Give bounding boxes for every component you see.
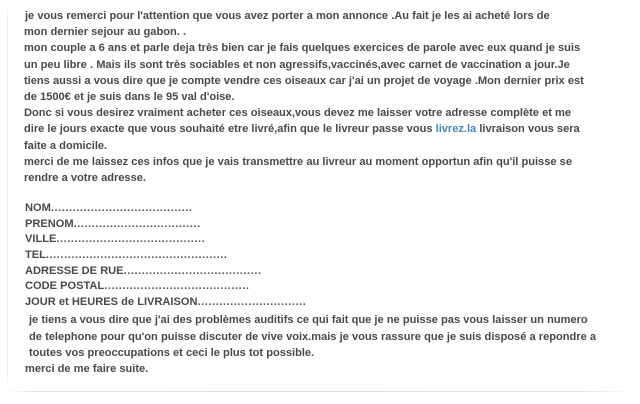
form-dots-jour-et-heures-de-livraison: ..............................	[197, 295, 307, 308]
form-field-adresse-de-rue	[25, 264, 626, 280]
form-dots-adresse-de-rue: ......................................	[123, 264, 262, 277]
paragraph-5-line-3: toutes vos preoccupations et ceci le plus tot possible.	[29, 346, 315, 359]
signoff-line: merci de me faire suite.	[25, 363, 149, 375]
paragraph-3-line-1: Donc si vous desirez vraiment acheter ces oiseaux,vous devez me laisser votre adresse complète et me	[24, 107, 572, 120]
paragraph-3-line-2	[20, 121, 626, 137]
paragraph-2-line-4: de 1500€ et je suis dans le 95 val d'oise.	[24, 91, 235, 104]
form-label-prenom: PRENOM	[25, 217, 74, 230]
form-field-prenom	[25, 217, 626, 233]
paragraph-2-line-3: tiens aussi a vous dire que je compte vendre ces oiseaux car j'ai un projet de voyage .Mon dernier prix est	[24, 74, 584, 87]
form-label-tel: TEL	[25, 249, 46, 262]
form-label-code-postal: CODE POSTAL	[25, 280, 105, 293]
paragraph-1-line-1: je vous remerci pour l'attention que vous avez porter a mon annonce .Au fait je les ai acheté lors de	[25, 10, 550, 22]
paragraph-3-text-after-link: livraison vous sera	[476, 123, 580, 136]
delivery-details-form	[20, 201, 626, 310]
form-dots-prenom: ...................................	[73, 217, 201, 230]
form-dots-code-postal: ........................................	[104, 280, 250, 293]
paragraph-5-line-1: je tiens a vous dire que j'ai des problèmes auditifs ce qui fait que je ne puisse pas vous laisser un numero	[29, 314, 588, 327]
paragraph-1-line-2: mon dernier sejour au gabon. .	[24, 26, 187, 39]
paragraph-2-line-1: mon couple a 6 ans et parle deja très bien car je fais quelques exercices de parole avec eux quand je suis	[24, 42, 581, 55]
closing-paragraph	[20, 312, 626, 361]
paragraph-4-line-2: rendre a votre adresse.	[24, 172, 146, 185]
form-dots-ville: .........................................	[56, 233, 206, 246]
livrez-la-link[interactable]: livrez.la	[435, 123, 477, 136]
paragraph-2-line-2: un peu libre . Mais ils sont très sociables et non agressifs,vaccinés,avec carnet de vaccination a jour.Je	[24, 58, 570, 71]
paragraph-4-line-1: merci de me laissez ces infos que je vais transmettre au livreur au moment opportun afin qu'il puisse se	[24, 155, 572, 168]
form-field-nom	[25, 201, 626, 217]
paragraph-3-line-3: faite a domicile.	[24, 139, 108, 152]
form-label-nom: NOM	[25, 202, 51, 215]
form-dots-tel: ..................................................	[45, 249, 228, 262]
form-label-ville: VILLE	[25, 233, 57, 246]
form-field-ville	[25, 232, 626, 248]
form-label-jour-et-heures-de-livraison: JOUR et HEURES de LIVRAISON	[25, 295, 198, 308]
form-dots-nom: .......................................	[50, 202, 193, 215]
paragraph-3-text-before-link: dire le jours exacte que vous souhaité etre livré,afin que le livreur passe vous	[24, 123, 436, 136]
paragraph-5-line-2: de telephone pour qu'on puisse discuter de vive voix.mais je vous rassure que je suis disposé a repondre a	[29, 330, 597, 343]
form-field-tel	[25, 248, 626, 264]
message-body	[20, 8, 626, 377]
form-field-code-postal	[25, 279, 626, 295]
form-label-adresse-de-rue: ADRESSE DE RUE	[25, 264, 124, 277]
form-field-jour-et-heures-de-livraison	[25, 295, 626, 311]
